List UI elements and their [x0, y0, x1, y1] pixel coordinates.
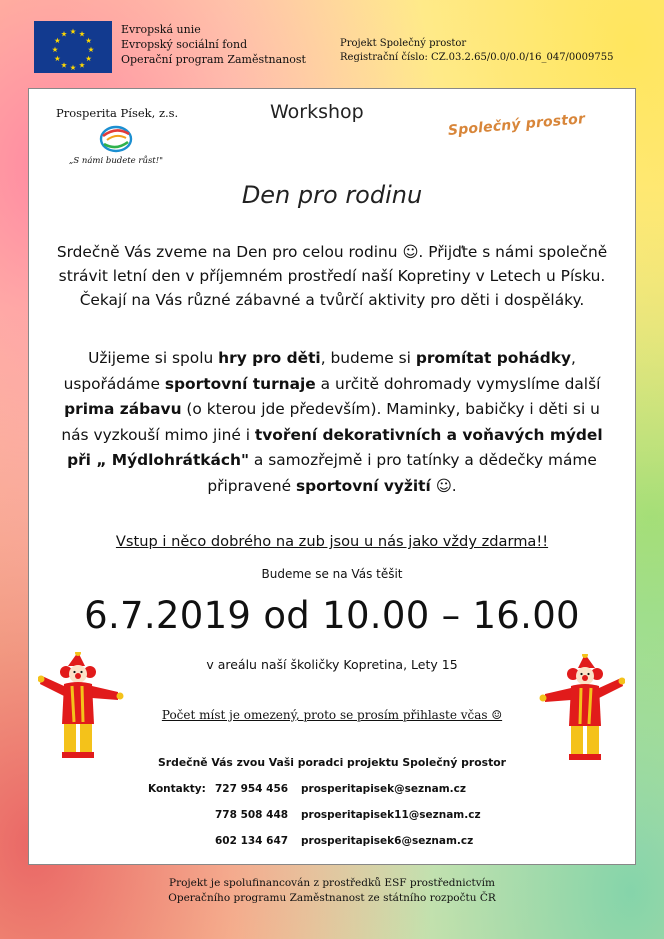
prosperita-logo-icon: [98, 124, 134, 154]
contact-phone: 778 508 448: [215, 809, 289, 821]
page-header: [0, 0, 664, 85]
footer-line: Operačního programu Zaměstnanost ze státního rozpočtu ČR: [168, 892, 496, 904]
program-text: a samozřejmě i pro tatínky a dědečky máme připravené: [207, 451, 597, 495]
program-text: a určitě dohromady vymyslíme další: [315, 374, 601, 393]
invitation-signature: Srdečně Vás zvou Vaši poradci projektu Společný prostor: [158, 756, 506, 769]
program-highlight: hry pro děti: [218, 349, 321, 367]
funding-footer: [0, 876, 664, 906]
program-text: , uspořádáme: [63, 349, 576, 393]
contact-email[interactable]: prosperitapisek@seznam.cz: [301, 783, 466, 795]
capacity-note: Počet míst je omezený, proto se prosím přihlaste včas ☺: [161, 708, 503, 722]
event-place: v areálu naší školičky Kopretina, Lety 15: [206, 657, 458, 672]
program-highlight: promítat pohádky: [415, 349, 571, 367]
program-text: (o kterou jde především). Maminky, babičky i děti si u nás vyzkouší mimo jiné i: [61, 400, 600, 444]
free-entry-note: Vstup i něco dobrého na zub jsou u nás jako vždy zdarma!!: [115, 533, 549, 550]
page-title: Den pro rodinu: [241, 181, 423, 209]
eu-line-op: Operační program Zaměstnanost: [121, 53, 306, 66]
project-brand: Společný prostor: [447, 111, 586, 139]
program-text: ☺.: [430, 476, 457, 495]
program-text: Užijeme si spolu: [88, 349, 219, 367]
program-highlight: sportovní turnaje: [164, 374, 316, 393]
footer-line: Projekt je spolufinancován z prostředků ESF prostřednictvím: [169, 877, 495, 889]
contact-email[interactable]: prosperitapisek6@seznam.cz: [301, 835, 474, 847]
event-date-time: 6.7.2019 od 10.00 – 16.00: [84, 594, 580, 637]
project-name: Projekt Společný prostor: [340, 38, 467, 49]
contacts-label: Kontakty:: [148, 783, 206, 795]
eu-flag-icon: [34, 21, 112, 73]
program-text: , budeme si: [320, 349, 416, 367]
org-name: Prosperita Písek, z.s.: [56, 106, 179, 120]
clown-icon: [38, 652, 128, 762]
contact-email[interactable]: prosperitapisek11@seznam.cz: [301, 809, 481, 821]
workshop-label: Workshop: [270, 101, 364, 123]
registration-number: Registrační číslo: CZ.03.2.65/0.0/0.0/16_047/0009755: [340, 52, 614, 63]
organization-block: [56, 106, 179, 166]
program-paragraph: [52, 346, 612, 499]
org-slogan: „S námi budete růst!": [68, 156, 164, 166]
eu-programme-text: [121, 22, 306, 67]
project-registration: [340, 37, 613, 65]
program-highlight: tvoření dekorativních a voňavých mýdel při „ Mýdlohrátkách": [67, 425, 603, 469]
see-you-text: Budeme se na Vás těšit: [261, 567, 403, 581]
eu-line-esf: Evropský sociální fond: [121, 38, 248, 51]
contact-phone: 727 954 456: [215, 783, 289, 795]
eu-line-union: Evropská unie: [121, 23, 201, 36]
program-highlight: sportovní vyžití: [295, 476, 431, 495]
contact-phone: 602 134 647: [215, 835, 289, 847]
program-highlight: prima zábavu: [64, 400, 182, 418]
intro-paragraph: Srdečně Vás zveme na Den pro celou rodinu ☺. Přijďte s námi společně strávit letní den v příjemném prostředí naší Kopretiny v Letech u Písku. Čekají na Vás různé zábavné a tvůrčí aktivity pro děti i dospěláky.: [56, 243, 608, 309]
